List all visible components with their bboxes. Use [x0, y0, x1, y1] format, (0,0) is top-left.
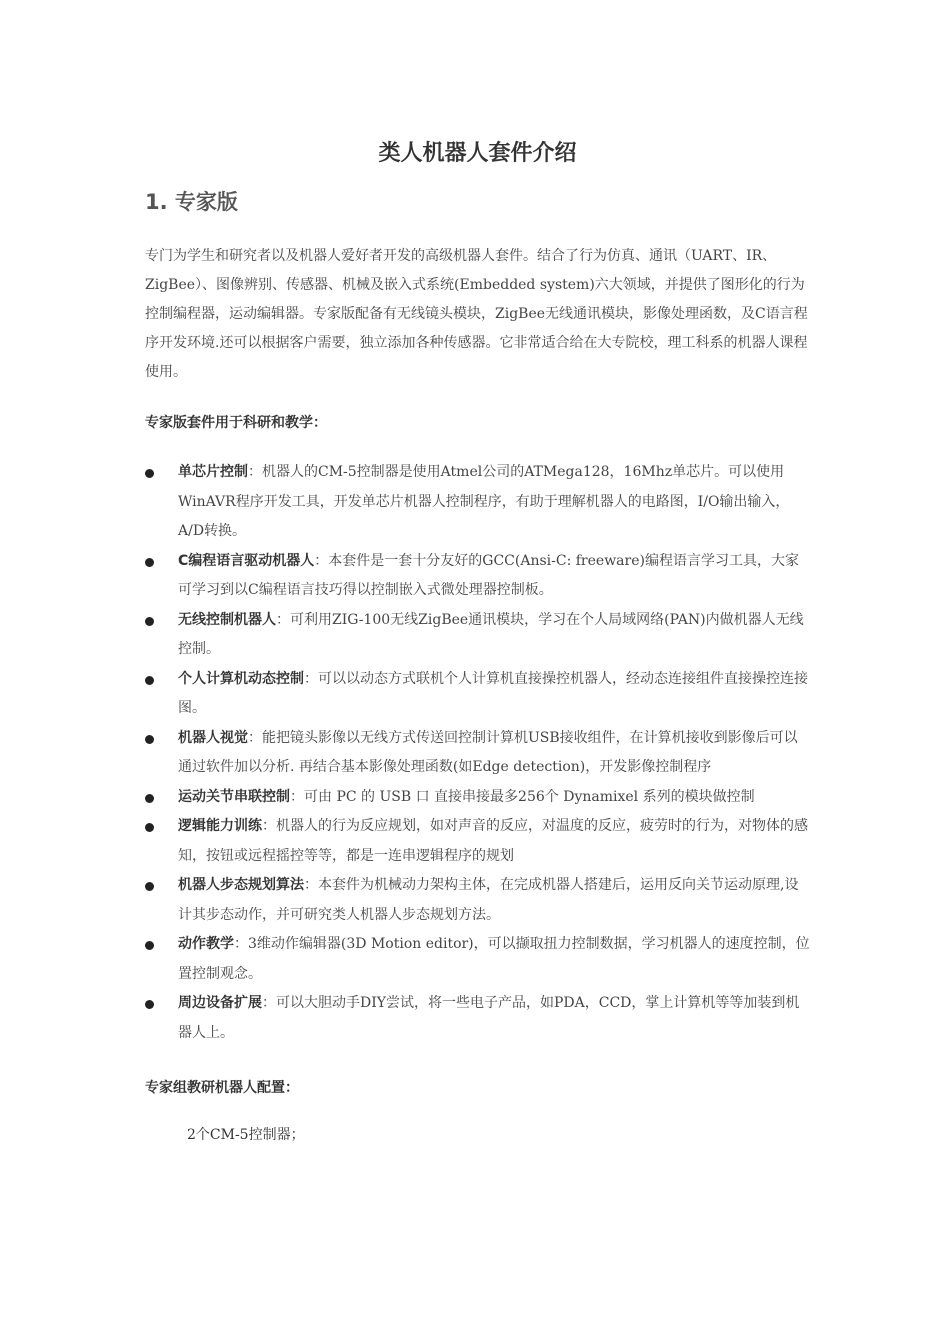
bullet-icon: [145, 1000, 154, 1009]
feature-text: ：可以大胆动手DIY尝试，将一些电子产品，如PDA，CCD，掌上计算机等等加装到机器人上。: [178, 995, 800, 1041]
feature-label: 运动关节串联控制: [178, 788, 290, 805]
bullet-icon: [145, 941, 154, 950]
document-page: [145, 130, 810, 1150]
feature-text: ：本套件是一套十分友好的GCC(Ansi-C: freeware)编程语言学习工具，大家可学习到以C编程语言技巧得以控制嵌入式微处理器控制板。: [178, 552, 799, 598]
feature-item-peripheral-expansion: [145, 989, 810, 1048]
config-heading: 专家组教研机器人配置：: [145, 1080, 299, 1096]
feature-item-single-chip: [145, 458, 810, 547]
feature-label: C编程语言驱动机器人: [178, 552, 315, 569]
feature-label: 机器人步态规划算法: [178, 877, 304, 893]
feature-item-wireless-control: [145, 606, 810, 665]
bullet-icon: [145, 558, 154, 567]
feature-label: 机器人视觉: [178, 729, 248, 746]
feature-text: ：可利用ZIG-100无线ZigBee通讯模块，学习在个人局域网络(PAN)内做机器人无线控制。: [178, 611, 804, 657]
feature-text: ：机器人的CM-5控制器是使用Atmel公司的ATMega128，16Mhz单芯片。可以使用WinAVR程序开发工具，开发单芯片机器人控制程序，有助于理解机器人的电路图，I/O输出输入，A/D转换。: [178, 464, 790, 539]
usage-heading: 专家版套件用于科研和教学：: [145, 415, 327, 431]
feature-label: 周边设备扩展: [178, 995, 262, 1011]
bullet-icon: [145, 676, 154, 685]
feature-label: 动作教学: [178, 936, 234, 952]
feature-item-motion-teaching: [145, 930, 810, 989]
bullet-icon: [145, 735, 154, 744]
feature-text: ：可以以动态方式联机个人计算机直接操控机器人，经动态连接组件直接操控连接图。: [178, 670, 808, 716]
bullet-icon: [145, 617, 154, 626]
feature-label: 单芯片控制: [178, 464, 248, 480]
bullet-icon: [145, 469, 154, 478]
feature-item-robot-vision: [145, 724, 810, 783]
section-heading-expert-edition: 1. 专家版: [145, 190, 238, 214]
feature-text: ：本套件为机械动力架构主体，在完成机器人搭建后，运用反向关节运动原理,设计其步态动作，并可研究类人机器人步态规划方法。: [178, 877, 799, 923]
feature-label: 个人计算机动态控制: [178, 670, 304, 687]
feature-list: [145, 458, 810, 1048]
intro-paragraph: 专门为学生和研究者以及机器人爱好者开发的高级机器人套件。结合了行为仿真、通讯（UART、IR、ZigBee）、图像辨别、传感器、机械及嵌入式系统(Embedded system)六大领域，并提供了图形化的行为控制编程器，运动编辑器。专家版配备有无线镜头模块，ZigBee无线通讯模块，影像处理函数，及C语言程序开发环境.还可以根据客户需要，独立添加各种传感器。它非常适合给在大专院校，理工科系的机器人课程使用。: [145, 248, 808, 380]
feature-text: ：能把镜头影像以无线方式传送回控制计算机USB接收组件，在计算机接收到影像后可以通过软件加以分析. 再结合基本影像处理函数(如Edge detection)，开发影像控制程序: [178, 729, 798, 775]
bullet-icon: [145, 823, 154, 832]
feature-item-c-programming: [145, 547, 810, 606]
feature-text: ：可由 PC 的 USB 口 直接串接最多256个 Dynamixel 系列的模块做控制: [290, 788, 755, 805]
feature-label: 无线控制机器人: [178, 611, 276, 628]
bullet-icon: [145, 882, 154, 891]
document-title: 类人机器人套件介绍: [378, 141, 577, 166]
feature-text: ：3维动作编辑器(3D Motion editor)，可以撷取扭力控制数据，学习机器人的速度控制，位置控制观念。: [178, 936, 810, 982]
bullet-icon: [145, 794, 154, 803]
config-list: [145, 1121, 810, 1150]
feature-text: ：机器人的行为反应规划，如对声音的反应，对温度的反应，疲劳时的行为，对物体的感知，按钮或远程摇控等等，都是一连串逻辑程序的规划: [178, 818, 808, 864]
feature-item-gait-planning: [145, 871, 810, 930]
feature-item-logic-training: [145, 812, 810, 871]
config-item: 2个CM-5控制器；: [187, 1127, 305, 1143]
feature-item-pc-dynamic-control: [145, 665, 810, 724]
feature-item-joint-serial-control: [145, 783, 810, 813]
feature-label: 逻辑能力训练: [178, 818, 262, 834]
